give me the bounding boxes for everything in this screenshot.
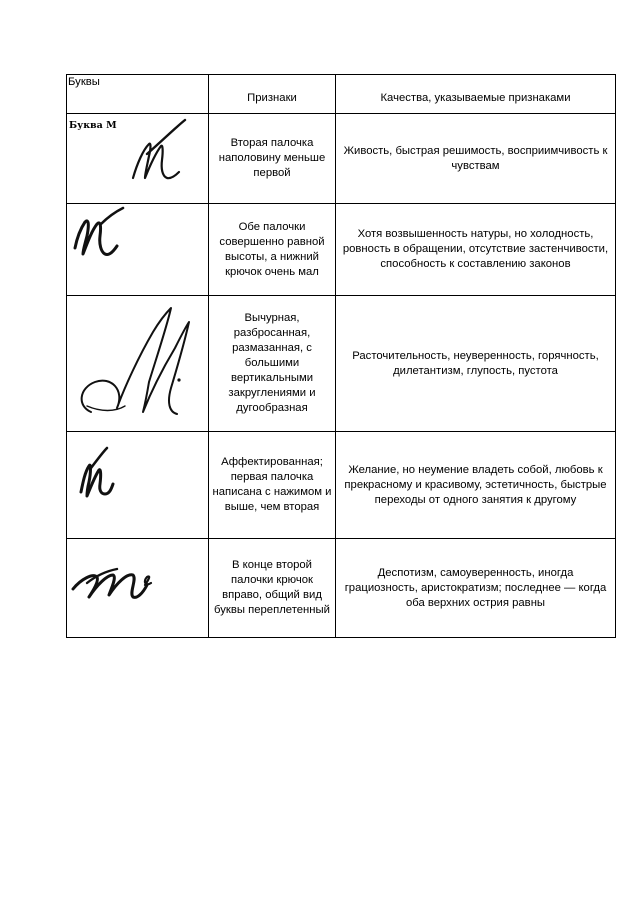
header-qualities: Качества, указываемые признаками (336, 75, 616, 114)
qualities-cell: Живость, быстрая решимость, восприимчивость к чувствам (336, 114, 616, 204)
table-header-row (67, 75, 616, 114)
handwritten-m-variant-3-icon (67, 296, 207, 430)
handwritten-m-variant-4-icon (67, 432, 207, 537)
letter-sample-cell (67, 296, 209, 432)
header-letters: Буквы (67, 75, 209, 114)
letter-sample-cell (67, 539, 209, 638)
table-row (67, 539, 616, 638)
letter-sample-cell (67, 114, 209, 204)
table-row (67, 296, 616, 432)
signs-cell: Обе палочки совершенно равной высоты, а нижний крючок очень мал (209, 204, 336, 296)
handwritten-m-variant-2-icon (67, 204, 207, 294)
signs-cell: В конце второй палочки крючок вправо, общий вид буквы переплетенный (209, 539, 336, 638)
letter-sample-cell (67, 204, 209, 296)
handwritten-m-variant-5-icon (67, 539, 207, 636)
table-row (67, 204, 616, 296)
qualities-cell: Деспотизм, самоуверенность, иногда грациозность, аристократизм; последнее — когда оба верхних острия равны (336, 539, 616, 638)
signs-cell: Аффектированная; первая палочка написана с нажимом и выше, чем вторая (209, 432, 336, 539)
qualities-cell: Желание, но неумение владеть собой, любовь к прекрасному и красивому, эстетичность, быстрые переходы от одного занятия к другому (336, 432, 616, 539)
letter-sample-cell (67, 432, 209, 539)
qualities-cell: Хотя возвышенность натуры, но холодность, ровность в обращении, отсутствие застенчивости, способность к составлению законов (336, 204, 616, 296)
table-row (67, 114, 616, 204)
table-row (67, 432, 616, 539)
header-signs: Признаки (209, 75, 336, 114)
qualities-cell: Расточительность, неуверенность, горячность, дилетантизм, глупость, пустота (336, 296, 616, 432)
signs-cell: Вторая палочка наполовину меньше первой (209, 114, 336, 204)
signs-cell: Вычурная, разбросанная, размазанная, с большими вертикальными закруглениями и дугообразная (209, 296, 336, 432)
handwriting-table (66, 74, 616, 638)
sample-label: Буква М (69, 120, 117, 131)
